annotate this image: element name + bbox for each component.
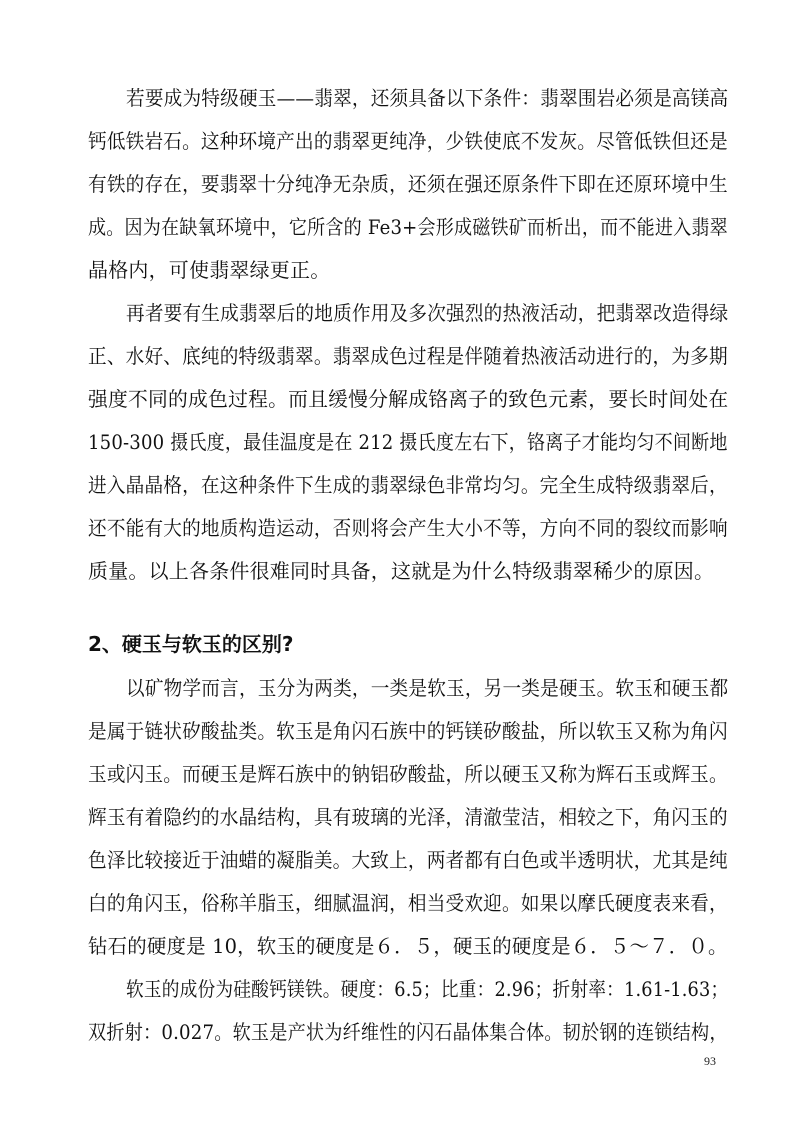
paragraph-2-line-6: 还不能有大的地质构造运动，否则将会产生大小不等，方向不同的裂纹而影响 [88,516,728,540]
page-number: 93 [704,1054,716,1068]
paragraph-3-line-3: 玉或闪玉。而硬玉是辉石族中的钠铝矽酸盐，所以硬玉又称为辉石玉或辉玉。 [88,762,728,786]
paragraph-4-line-2: 双折射：0.027。软玉是产状为纤维性的闪石晶体集合体。韧於钢的连锁结构， [88,1020,728,1044]
paragraph-3-line-7: 钻石的硬度是 10，软玉的硬度是６．５，硬玉的硬度是６．５～７．０。 [88,934,728,958]
paragraph-1-line-5: 晶格内，可使翡翠绿更正。 [88,258,331,282]
paragraph-2-line-7: 质量。以上各条件很难同时具备，这就是为什么特级翡翠稀少的原因。 [88,559,715,583]
paragraph-2-line-3: 强度不同的成色过程。而且缓慢分解成铬离子的致色元素，要长时间处在 [88,387,729,411]
paragraph-3-line-5: 色泽比较接近于油蜡的凝脂美。大致上，两者都有白色或半透明状，尤其是纯 [88,848,728,872]
paragraph-1-line-2: 钙低铁岩石。这种环境产出的翡翠更纯净，少铁使底不发灰。尽管低铁但还是 [88,129,728,153]
paragraph-1-line-4: 成。因为在缺氧环境中，它所含的 Fe3+会形成磁铁矿而析出，而不能进入翡翠 [88,215,728,239]
paragraph-2-line-4: 150-300 摄氏度，最佳温度是在 212 摄氏度左右下，铬离子才能均匀不间断地 [88,430,728,454]
paragraph-2-line-2: 正、水好、底纯的特级翡翠。翡翠成色过程是伴随着热液活动进行的，为多期 [88,344,728,368]
paragraph-3-line-4: 辉玉有着隐约的水晶结构，具有玻璃的光泽，清澈莹洁，相较之下，角闪玉的 [88,805,728,829]
paragraph-3-line-6: 白的角闪玉，俗称羊脂玉，细腻温润，相当受欢迎。如果以摩氏硬度表来看， [88,891,728,915]
paragraph-1-line-3: 有铁的存在，要翡翠十分纯净无杂质，还须在强还原条件下即在还原环境中生 [88,172,728,196]
paragraph-3-line-1: 以矿物学而言，玉分为两类，一类是软玉，另一类是硬玉。软玉和硬玉都 [126,676,729,700]
paragraph-2-line-5: 进入晶晶格，在这种条件下生成的翡翠绿色非常均匀。完全生成特级翡翠后， [88,473,728,497]
section-heading: 2、硬玉与软玉的区别? [88,632,294,656]
paragraph-1-line-1: 若要成为特级硬玉——翡翠，还须具备以下条件：翡翠围岩必须是高镁高 [126,86,729,110]
paragraph-2-line-1: 再者要有生成翡翠后的地质作用及多次强烈的热液活动，把翡翠改造得绿 [126,301,729,325]
paragraph-4-line-1: 软玉的成份为硅酸钙镁铁。硬度：6.5；比重：2.96；折射率：1.61-1.63； [126,977,729,1001]
paragraph-3-line-2: 是属于链状矽酸盐类。软玉是角闪石族中的钙镁矽酸盐，所以软玉又称为角闪 [88,719,728,743]
